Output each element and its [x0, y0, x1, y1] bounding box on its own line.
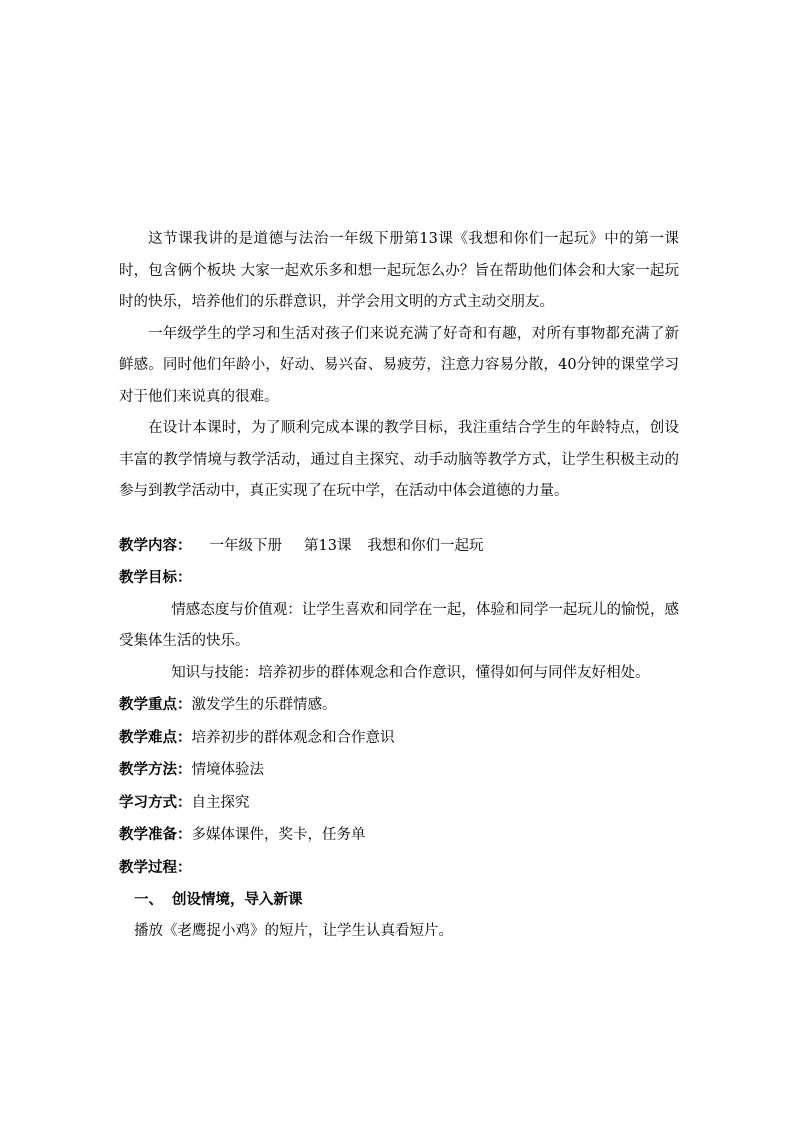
teaching-content-lesson: 第13课	[304, 537, 352, 554]
intro-paragraph-1: 这节课我讲的是道德与法治一年级下册第13课《我想和你们一起玩》中的第一课时，包含俩个板块 大家一起欢乐多和想一起玩怎么办？旨在帮助他们体会和大家一起玩时的快乐，培养他们的乐群意识，并学会用文明的方式主动交朋友。	[119, 231, 679, 310]
goal-item-2: 知识与技能：培养初步的群体观念和合作意识，懂得如何与同伴友好相处。	[171, 664, 650, 681]
section-gap	[119, 508, 679, 530]
teaching-content-label: 教学内容：	[119, 536, 192, 554]
method-label: 教学方法：	[119, 761, 192, 778]
difficulty-label: 教学难点：	[119, 728, 192, 746]
teaching-content-grade: 一年级下册	[209, 537, 282, 554]
teaching-content-title: 我想和你们一起玩	[367, 537, 484, 554]
key-point-value: 激发学生的乐群情感。	[191, 697, 337, 713]
learning-label: 学习方式：	[119, 793, 192, 811]
prep-value: 多媒体课件，奖卡，任务单	[191, 827, 366, 843]
goal-item-1: 情感态度与价值观：让学生喜欢和同学在一起，体验和同学一起玩儿的愉悦，感受集体生活的快乐。	[119, 601, 679, 649]
prep-row	[119, 819, 679, 852]
teaching-content-row	[119, 530, 679, 563]
intro-paragraph-3: 在设计本课时，为了顺利完成本课的教学目标，我注重结合学生的年龄特点，创设丰富的教学情境与教学活动，通过自主探究、动手动脑等教学方式，让学生积极主动的参与到教学活动中，真正实现了在玩中学，在活动中体会道德的力量。	[119, 420, 679, 499]
intro-section	[119, 224, 679, 508]
process-section-text: 播放《老鹰捉小鸡》的短片，让学生认真看短片。	[134, 922, 453, 939]
key-point-label: 教学重点：	[119, 696, 192, 713]
key-point-row	[119, 689, 679, 722]
process-label: 教学过程：	[119, 858, 192, 876]
difficulty-row	[119, 722, 679, 755]
difficulty-value: 培养初步的群体观念和合作意识	[191, 729, 395, 746]
process-row	[119, 852, 679, 885]
intro-paragraph-2: 一年级学生的学习和生活对孩子们来说充满了好奇和有趣，对所有事物都充满了新鲜感。同时他们年龄小，好动、易兴奋、易疲劳，注意力容易分散，40分钟的课堂学习对于他们来说真的很难。	[119, 325, 679, 405]
method-value: 情境体验法	[191, 762, 264, 778]
learning-row	[119, 787, 679, 820]
teaching-goals-label: 教学目标：	[119, 569, 192, 586]
method-row	[119, 754, 679, 787]
teaching-goals-row	[119, 562, 679, 595]
prep-label: 教学准备：	[119, 826, 192, 843]
section-number: 一、	[134, 891, 163, 908]
section-heading-text: 创设情境，导入新课	[172, 891, 303, 908]
document-page	[119, 224, 679, 947]
learning-value: 自主探究	[191, 794, 250, 811]
process-section-heading	[119, 884, 679, 916]
